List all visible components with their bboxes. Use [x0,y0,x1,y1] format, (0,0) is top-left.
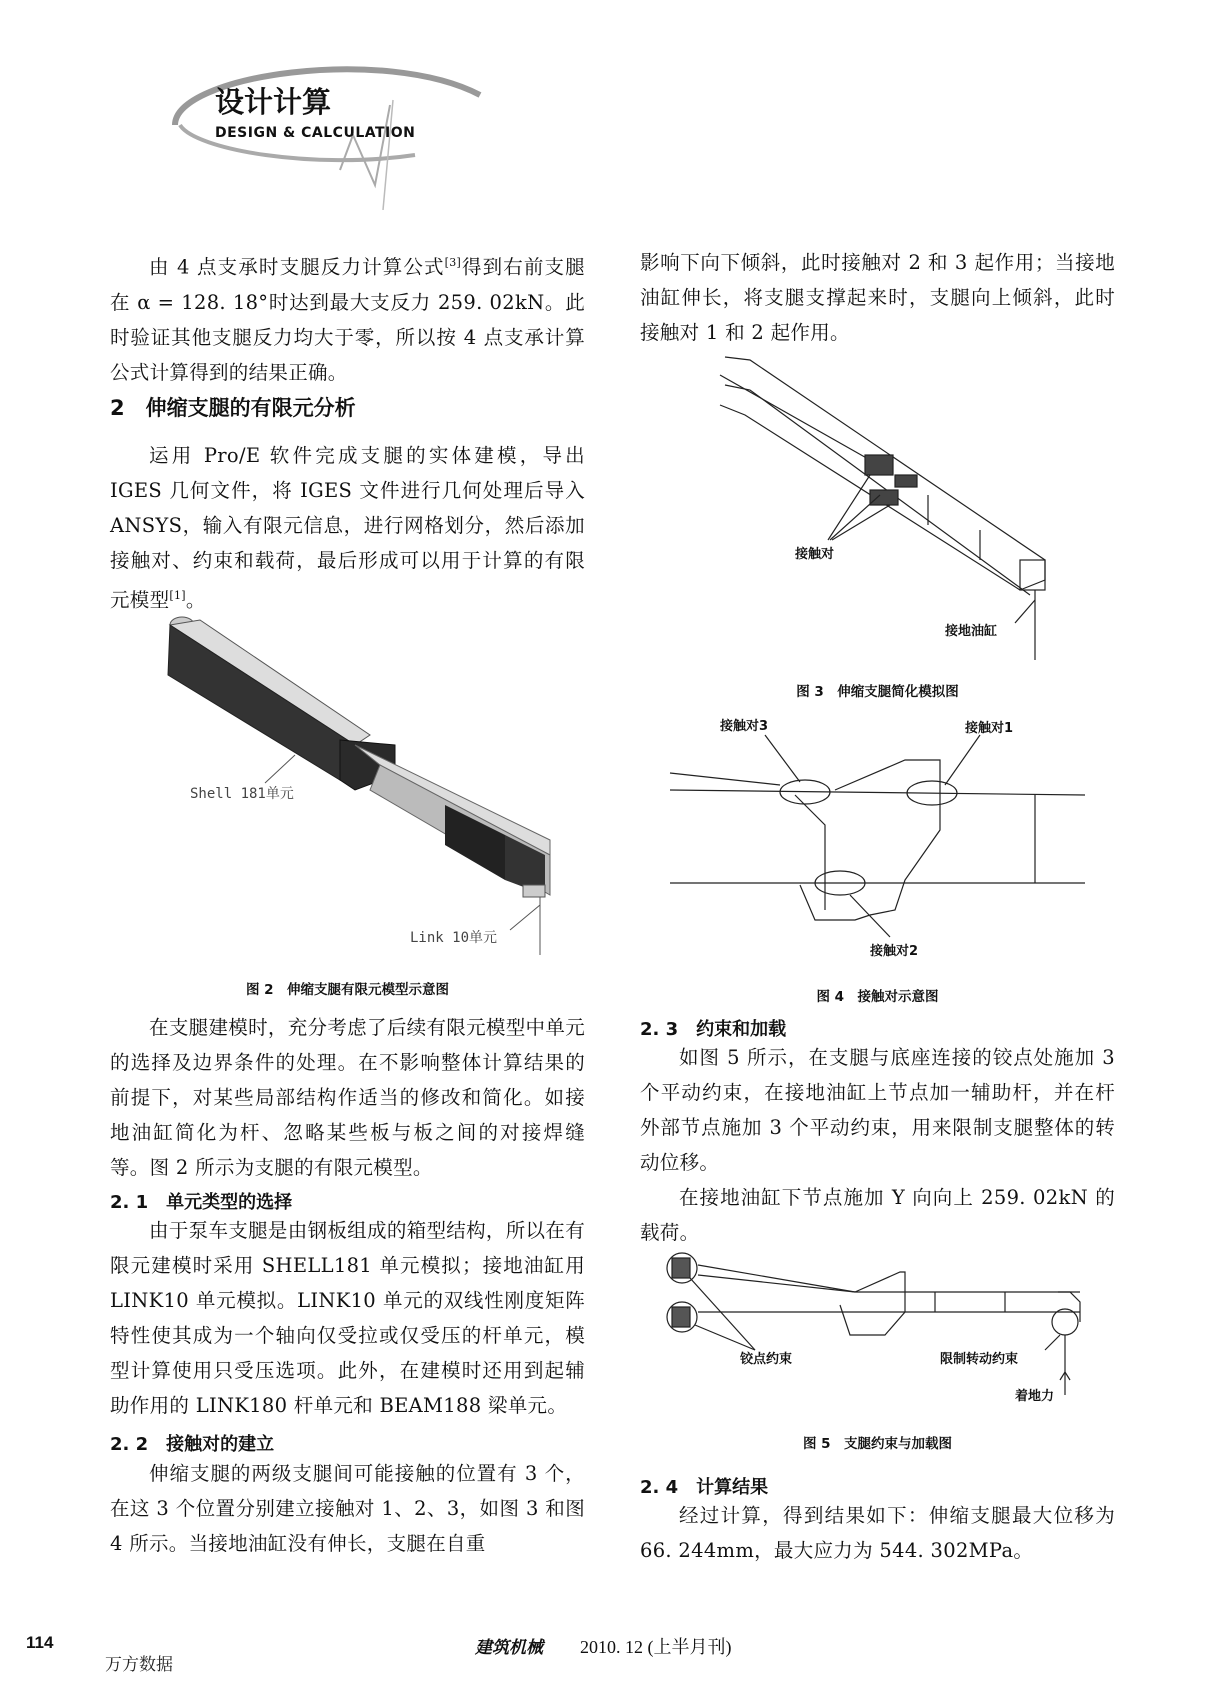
figure-2 [140,595,560,965]
journal-name: 建筑机械 [475,1638,543,1658]
continued-paragraph [640,245,1115,350]
intro-text-b: 得到右前支腿在 α = 128. 18°时达到最大支反力 259. 02kN。此时验证其他支腿反力均大于零，所以按 4 点支承计算公式计算得到的结果正确。 [110,255,585,384]
figure-5 [660,1250,1120,1410]
label-contact-pair-3: 接触对3 [720,719,769,734]
section-2-3-text-2: 在接地油缸下节点施加 Y 向向上 259. 02kN 的载荷。 [640,1186,1115,1244]
section-logo [135,35,535,210]
section-title: 设计计算 [215,85,332,119]
label-ground-force: 着地力 [1015,1389,1055,1404]
issue-info: 2010. 12 (上半月刊) [580,1637,732,1657]
section-2-3-paragraph-2 [640,1180,1115,1250]
section-2-heading: 2 伸缩支腿的有限元分析 [110,396,356,420]
figure-5-caption: 图 5 支腿约束与加载图 [802,1436,953,1452]
section-2-1-text: 由于泵车支腿是由钢板组成的箱型结构，所以在有限元建模时采用 SHELL181 单元模拟；接地油缸用 LINK10 单元模拟。LINK10 单元的双线性刚度矩阵特性使其成为一个轴向仅受拉或仅受压的杆单元，模型计算使用只受压选项。此外，在建模时还用到起辅助作用的 LINK180 杆单元和 BEAM188 梁单元。 [110,1219,585,1417]
modeling-paragraph [110,1010,585,1185]
section-2-text: 运用 Pro/E 软件完成支腿的实体建模，导出 IGES 几何文件，将 IGES 文件进行几何处理后导入 ANSYS，输入有限元信息，进行网格划分，然后添加接触对、约束和载荷，最后形成可以用于计算的有限元模型 [110,444,585,612]
section-subtitle: DESIGN & CALCULATION [215,125,416,141]
section-2-2-heading: 2. 2 接触对的建立 [110,1434,275,1455]
section-2-1-heading: 2. 1 单元类型的选择 [110,1192,293,1213]
citation-1: [1] [169,589,186,602]
logo-swoosh-graphic [135,35,535,210]
label-contact-pair-1: 接触对1 [965,721,1014,736]
label-hinge-constraint: 铰点约束 [740,1352,793,1367]
section-2-3-text-1: 如图 5 所示，在支腿与底座连接的铰点处施加 3 个平动约束，在接地油缸上节点加一辅助杆，并在杆外部节点施加 3 个平动约束，用来限制支腿整体的转动位移。 [640,1046,1115,1174]
intro-paragraph [110,245,585,390]
intro-text-a: 由 4 点支承时支腿反力计算公式 [149,255,445,279]
section-2-4-text: 经过计算，得到结果如下：伸缩支腿最大位移为 66. 244mm，最大应力为 544. 302MPa。 [640,1504,1115,1562]
continued-text: 影响下向下倾斜，此时接触对 2 和 3 起作用；当接地油缸伸长，将支腿支撑起来时，支腿向上倾斜，此时接触对 1 和 2 起作用。 [640,251,1115,344]
section-2-1-paragraph [110,1213,585,1423]
label-link10: Link 10单元 [410,930,498,946]
section-2-paragraph [110,438,585,618]
contact-pair-diagram-image [660,715,1100,960]
label-contact-pair: 接触对 [795,547,835,562]
outrigger-fe-model-image [140,595,560,965]
section-2-4-heading: 2. 4 计算结果 [640,1477,769,1498]
label-ground-cylinder: 接地油缸 [945,624,998,639]
page-number: 114 [26,1633,54,1652]
section-2-3-paragraph-1 [640,1040,1115,1180]
section-2-text-end: 。 [185,588,206,612]
modeling-text: 在支腿建模时，充分考虑了后续有限元模型中单元的选择及边界条件的处理。在不影响整体计算结果的前提下，对某些局部结构作适当的修改和简化。如接地油缸简化为杆、忽略某些板与板之间的对接焊缝等。图 2 所示为支腿的有限元模型。 [110,1016,585,1179]
label-rotation-constraint: 限制转动约束 [940,1352,1019,1367]
outrigger-simplified-model-image [690,345,1050,665]
citation-3: [3] [444,256,462,269]
figure-3-caption: 图 3 伸缩支腿简化模拟图 [796,684,959,700]
label-shell181: Shell 181单元 [190,786,294,802]
section-2-2-paragraph [110,1456,585,1561]
figure-4 [660,715,1100,960]
section-2-3-heading: 2. 3 约束和加载 [640,1019,787,1040]
section-2-2-text: 伸缩支腿的两级支腿间可能接触的位置有 3 个，在这 3 个位置分别建立接触对 1、2、3，如图 3 和图 4 所示。当接地油缸没有伸长，支腿在自重 [110,1462,585,1555]
label-contact-pair-2: 接触对2 [870,944,919,959]
figure-4-caption: 图 4 接触对示意图 [816,989,939,1005]
figure-3 [690,345,1050,665]
figure-2-caption: 图 2 伸缩支腿有限元模型示意图 [245,982,450,998]
section-2-4-paragraph [640,1498,1115,1568]
watermark-text: 万方数据 [105,1655,173,1675]
